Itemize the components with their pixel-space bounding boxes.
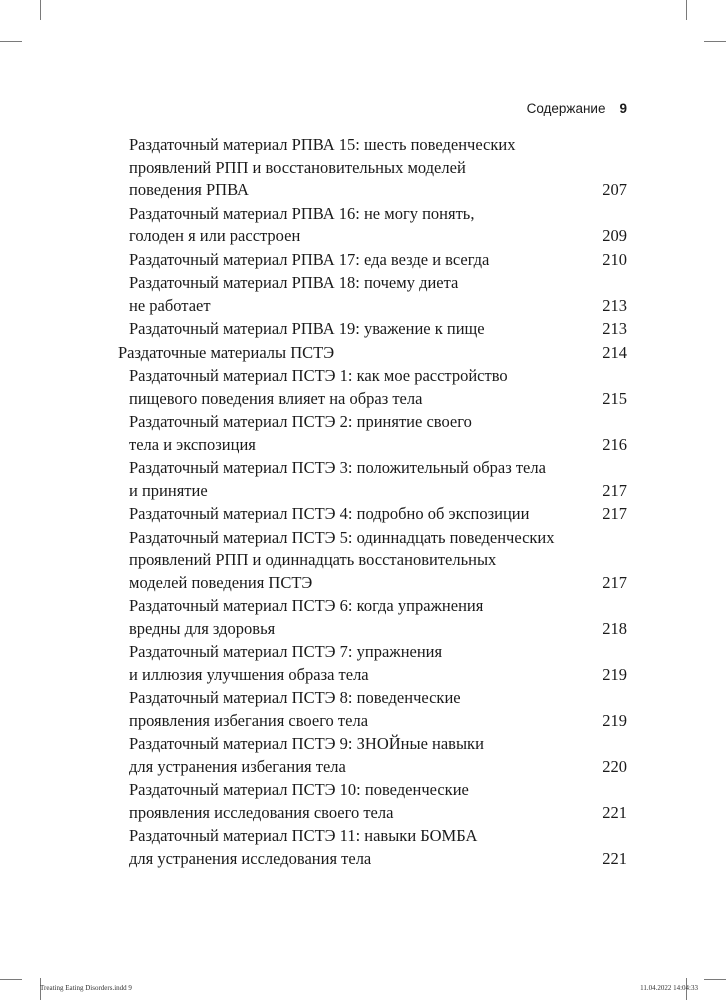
- toc-entry-page-number: 209: [602, 226, 627, 245]
- toc-entry-title-line: Раздаточные материалы ПСТЭ: [118, 342, 335, 362]
- toc-entry[interactable]: [0, 134, 726, 202]
- toc-entry-title-line: для устранения исследования тела: [129, 848, 372, 868]
- toc-entry-title-line: Раздаточный материал РПВА 16: не могу понять,: [129, 203, 475, 223]
- toc-entry-title-line: Раздаточный материал РПВА 18: почему диета: [129, 273, 459, 292]
- toc-entry-title-line: для устранения избегания тела: [129, 756, 346, 776]
- running-head: [527, 101, 627, 116]
- toc-entry-title-line: Раздаточный материал РПВА 19: уважение к пище: [129, 319, 485, 338]
- toc-entry-page-number: 221: [602, 848, 627, 868]
- toc-entry-title-line: Раздаточный материал ПСТЭ 8: поведенческие: [129, 688, 461, 707]
- toc-entry-page-number: 217: [602, 504, 627, 523]
- toc-entry-page-number: 210: [602, 249, 627, 269]
- toc-entry[interactable]: [0, 249, 726, 272]
- table-of-contents: [0, 134, 726, 871]
- toc-entry-title-line: Раздаточный материал РПВА 17: еда везде и всегда: [129, 249, 490, 269]
- toc-entry-page-number: 220: [602, 756, 627, 776]
- toc-entry-page-number: 213: [602, 319, 627, 338]
- toc-entry-title-line: поведения РПВА: [129, 180, 249, 199]
- toc-entry-title-line: Раздаточный материал ПСТЭ 11: навыки БОМБА: [129, 826, 478, 845]
- running-head-section: Содержание: [526, 101, 606, 116]
- toc-entry-title-line: Раздаточный материал ПСТЭ 7: упражнения: [129, 642, 443, 661]
- toc-entry-page-number: 217: [602, 480, 627, 500]
- toc-entry[interactable]: [0, 687, 726, 732]
- toc-entry-title-line: и принятие: [129, 480, 208, 500]
- toc-entry-page-number: 207: [602, 180, 627, 199]
- crop-mark-top-left: [40, 0, 41, 20]
- toc-entry-title-line: не работает: [129, 295, 211, 315]
- toc-entry-title-line: моделей поведения ПСТЭ: [129, 572, 313, 592]
- toc-entry-title-line: голоден я или расстроен: [129, 226, 301, 245]
- crop-mark-top-right: [686, 0, 687, 20]
- toc-entry-title-line: Раздаточный материал ПСТЭ 1: как мое расстройство: [129, 366, 508, 385]
- toc-entry[interactable]: [0, 595, 726, 640]
- toc-entry[interactable]: [0, 318, 726, 341]
- toc-entry-page-number: 217: [602, 572, 627, 592]
- toc-entry-page-number: 216: [602, 434, 627, 454]
- toc-entry[interactable]: [0, 779, 726, 824]
- toc-entry-title-line: тела и экспозиция: [129, 434, 256, 454]
- toc-entry-title-line: проявления исследования своего тела: [129, 802, 394, 822]
- toc-entry-page-number: 215: [602, 388, 627, 408]
- toc-entry-page-number: 213: [602, 295, 627, 315]
- toc-entry[interactable]: [0, 457, 726, 502]
- toc-entry-title-line: Раздаточный материал ПСТЭ 4: подробно об экспозиции: [129, 504, 530, 523]
- toc-entry-page-number: 214: [602, 342, 627, 362]
- toc-entry-page-number: 219: [602, 664, 627, 684]
- toc-entry-page-number: 219: [602, 710, 627, 730]
- crop-mark-left-top: [0, 41, 22, 42]
- toc-entry-title-line: Раздаточный материал ПСТЭ 9: ЗНОЙные навыки: [129, 734, 484, 753]
- toc-entry-title-line: вредны для здоровья: [129, 618, 276, 638]
- toc-entry[interactable]: [0, 733, 726, 778]
- toc-entry-title-line: Раздаточный материал ПСТЭ 3: положительный образ тела: [129, 458, 546, 477]
- toc-entry[interactable]: [0, 503, 726, 526]
- toc-entry[interactable]: [0, 365, 726, 410]
- toc-entry[interactable]: [0, 641, 726, 686]
- toc-entry[interactable]: [0, 411, 726, 456]
- toc-entry-title-line: и иллюзия улучшения образа тела: [129, 664, 369, 684]
- footer-file-name: Treating Eating Disorders.indd 9: [40, 984, 132, 992]
- toc-entry-title-line: Раздаточный материал РПВА 15: шесть поведенческих: [129, 135, 516, 154]
- toc-entry-title-line: Раздаточный материал ПСТЭ 2: принятие своего: [129, 412, 472, 431]
- page-number: 9: [619, 101, 627, 116]
- toc-entry[interactable]: [0, 825, 726, 870]
- toc-entry-title-line: Раздаточный материал ПСТЭ 5: одиннадцать поведенческих: [129, 527, 555, 547]
- crop-mark-left-bottom: [0, 979, 22, 980]
- toc-entry-title-line: Раздаточный материал ПСТЭ 6: когда упражнения: [129, 596, 484, 615]
- toc-entry-page-number: 218: [602, 618, 627, 638]
- toc-entry[interactable]: [0, 203, 726, 248]
- toc-entry-title-line: Раздаточный материал ПСТЭ 10: поведенческие: [129, 780, 469, 799]
- toc-entry-title-line: проявления избегания своего тела: [129, 710, 369, 730]
- toc-entry-title-line: пищевого поведения влияет на образ тела: [129, 388, 423, 408]
- toc-entry-title-line: проявлений РПП и восстановительных моделей: [129, 157, 466, 177]
- toc-entry-page-number: 221: [602, 802, 627, 822]
- toc-entry[interactable]: [0, 527, 726, 595]
- crop-mark-right-bottom: [704, 979, 726, 980]
- toc-entry[interactable]: [0, 272, 726, 317]
- crop-mark-right-top: [704, 41, 726, 42]
- footer-timestamp: 11.04.2022 14:04:33: [640, 984, 698, 992]
- toc-entry[interactable]: [0, 342, 726, 365]
- toc-entry-title-line: проявлений РПП и одиннадцать восстановительных: [129, 550, 497, 569]
